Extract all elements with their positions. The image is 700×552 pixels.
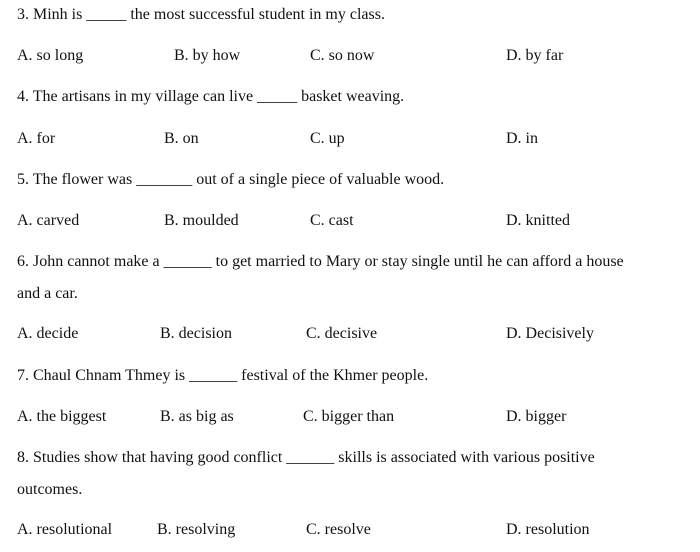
question-8-options — [17, 520, 700, 540]
option-c: C. decisive — [306, 325, 378, 342]
option-a: A. resolutional — [17, 521, 113, 538]
option-c: C. bigger than — [303, 408, 395, 425]
option-d: D. bigger — [506, 408, 567, 425]
option-b: B. as big as — [160, 408, 234, 425]
option-d: D. resolution — [506, 521, 590, 538]
option-a: A. for — [17, 130, 56, 147]
question-3-options — [17, 46, 700, 66]
question-6-options — [17, 324, 700, 344]
question-4-options — [17, 129, 700, 149]
question-4-text: 4. The artisans in my village can live _____ basket weaving. — [17, 88, 405, 105]
option-a: A. decide — [17, 325, 79, 342]
option-c: C. up — [310, 130, 345, 147]
option-a: A. the biggest — [17, 408, 107, 425]
option-a: A. so long — [17, 47, 84, 64]
option-d: D. Decisively — [506, 325, 594, 342]
option-b: B. on — [164, 130, 199, 147]
option-d: D. in — [506, 130, 538, 147]
option-d: D. by far — [506, 47, 564, 64]
option-d: D. knitted — [506, 212, 570, 229]
question-6-text-line-1: 6. John cannot make a ______ to get married to Mary or stay single until he can afford a house — [17, 253, 624, 270]
option-b: B. by how — [174, 47, 241, 64]
option-a: A. carved — [17, 212, 80, 229]
question-8-text-line-1: 8. Studies show that having good conflict ______ skills is associated with various positive — [17, 449, 595, 466]
question-8-text-line-2: outcomes. — [17, 481, 83, 498]
question-6-text-line-2: and a car. — [17, 285, 78, 302]
option-b: B. moulded — [164, 212, 239, 229]
option-c: C. cast — [310, 212, 354, 229]
question-7-options — [17, 407, 700, 427]
question-3-text: 3. Minh is _____ the most successful student in my class. — [17, 6, 385, 23]
question-7-text: 7. Chaul Chnam Thmey is ______ festival of the Khmer people. — [17, 367, 429, 384]
option-c: C. so now — [310, 47, 375, 64]
question-5-options — [17, 211, 700, 231]
option-c: C. resolve — [306, 521, 371, 538]
option-b: B. decision — [160, 325, 232, 342]
option-b: B. resolving — [157, 521, 236, 538]
question-5-text: 5. The flower was _______ out of a single piece of valuable wood. — [17, 171, 445, 188]
